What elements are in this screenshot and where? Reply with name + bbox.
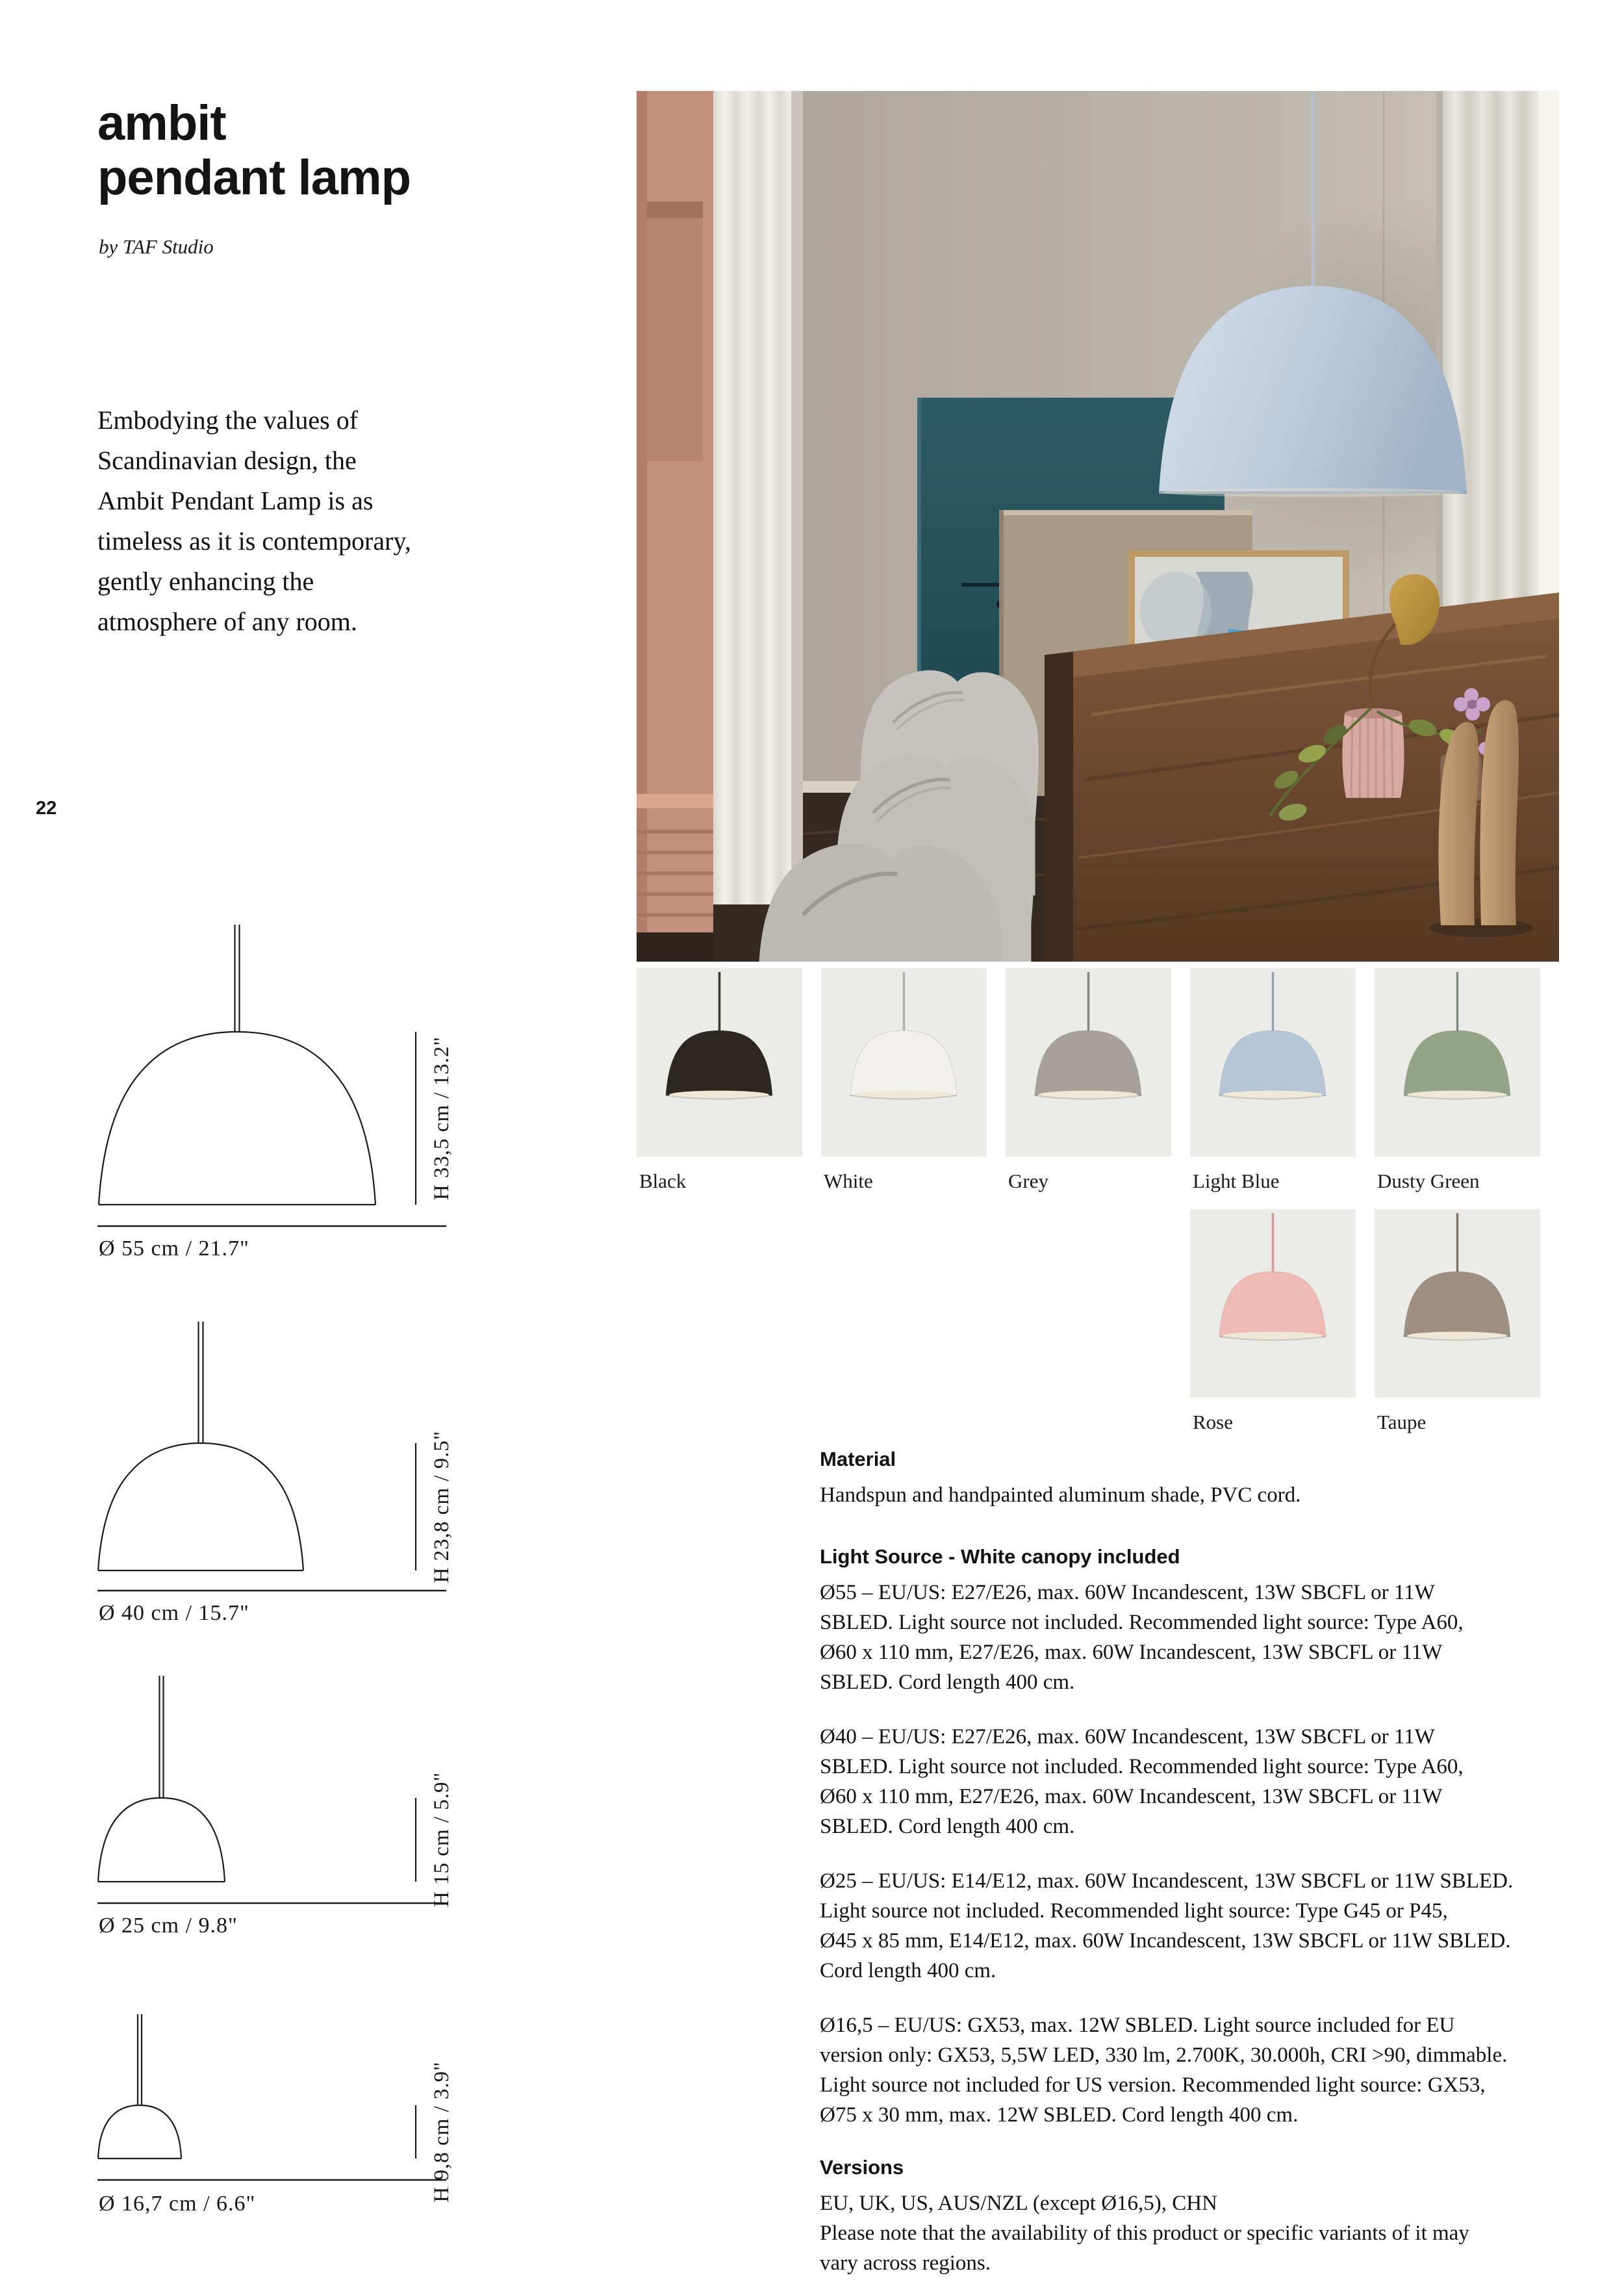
spec-text-line: Please note that the availability of this product or specific variants of it may — [820, 2222, 1469, 2245]
spec-text-line: Ø40 – EU/US: E27/E26, max. 60W Incandescent, 13W SBCFL or 11W — [820, 1725, 1435, 1749]
specs-column — [820, 1446, 1567, 2278]
height-label: H 15 cm / 5.9" — [430, 1771, 453, 1908]
swatch-label: Dusty Green — [1377, 1170, 1480, 1192]
hero-photo — [637, 91, 1559, 962]
spec-text-line: Ø16,5 – EU/US: GX53, max. 12W SBLED. Light source included for EU — [820, 2014, 1455, 2037]
intro-line: gently enhancing the — [97, 567, 314, 596]
dimension-drawing-16 — [97, 2008, 552, 2229]
spec-text-line: Ø60 x 110 mm, E27/E26, max. 60W Incandescent, 13W SBCFL or 11W — [820, 1785, 1443, 1808]
intro-line: Ambit Pendant Lamp is as — [97, 486, 374, 515]
light-source-paragraph-40 — [820, 1722, 1567, 1841]
thumb-shade — [850, 1031, 957, 1095]
intro-line: atmosphere of any room. — [97, 607, 357, 636]
thumb-shade — [1219, 1031, 1326, 1095]
height-label: H 23,8 cm / 9.5" — [430, 1430, 453, 1583]
swatch-label: Grey — [1008, 1170, 1048, 1192]
intro-line: timeless as it is contemporary, — [97, 526, 411, 556]
title-line-1: ambit — [97, 96, 226, 151]
pink-cabinet — [637, 91, 713, 962]
dimension-drawing-25 — [97, 1669, 552, 1942]
dimension-drawing-55 — [97, 913, 552, 1264]
spec-text-line: Light source not included for US version. Recommended light source: GX53, — [820, 2073, 1486, 2097]
swatch-label: Rose — [1193, 1411, 1233, 1433]
intro-line: Scandinavian design, the — [97, 446, 357, 475]
thumb-shade — [1404, 1272, 1510, 1337]
material-heading: Material — [820, 1448, 896, 1470]
spec-text-line: SBLED. Cord length 400 cm. — [820, 1815, 1075, 1838]
material-body: Handspun and handpainted aluminum shade, PVC cord. — [820, 1483, 1301, 1507]
thumb-shade — [1404, 1031, 1510, 1095]
pendant-thumbnail — [1375, 1209, 1540, 1398]
swatch-label: Light Blue — [1193, 1170, 1280, 1192]
spec-text-line: SBLED. Light source not included. Recommended light source: Type A60, — [820, 1611, 1464, 1634]
swatch-tile-light-blue — [1190, 968, 1356, 1157]
spec-text-line: version only: GX53, 5,5W LED, 330 lm, 2.700K, 30.000h, CRI >90, dimmable. — [820, 2043, 1508, 2067]
swatch-label: Black — [639, 1170, 687, 1192]
page-title — [97, 96, 411, 205]
spec-text-line: Ø75 x 30 mm, max. 12W SBLED. Cord length 400 cm. — [820, 2103, 1299, 2127]
dining-room-scene — [637, 91, 1559, 962]
swatch-tile-white — [821, 968, 987, 1157]
thumb-shade — [666, 1031, 772, 1095]
swatch-tile-rose — [1190, 1209, 1356, 1398]
swatch-tile-dusty-green — [1375, 968, 1540, 1157]
page-number: 22 — [36, 798, 57, 819]
swatch-tile-grey — [1006, 968, 1171, 1157]
versions-heading: Versions — [820, 2156, 904, 2179]
diameter-label: Ø 55 cm / 21.7" — [99, 1236, 249, 1261]
spec-text-line: EU, UK, US, AUS/NZL (except Ø16,5), CHN — [820, 2192, 1217, 2215]
light-source-paragraph-55 — [820, 1578, 1567, 1697]
pendant-thumbnail — [1006, 968, 1171, 1157]
light-source-paragraph-25 — [820, 1866, 1567, 1986]
dimension-drawing-40 — [97, 1315, 552, 1640]
intro-paragraph — [97, 400, 411, 642]
light-source-heading: Light Source - White canopy included — [820, 1545, 1180, 1568]
swatch-label: White — [824, 1170, 873, 1192]
pendant-thumbnail — [821, 968, 987, 1157]
light-source-paragraph-16 — [820, 2010, 1567, 2130]
thumb-shade — [1035, 1031, 1141, 1095]
pendant-thumbnail — [637, 968, 802, 1157]
byline: by TAF Studio — [99, 235, 214, 258]
spec-text-line: Ø45 x 85 mm, E14/E12, max. 60W Incandescent, 13W SBCFL or 11W SBLED. — [820, 1929, 1511, 1953]
diameter-label: Ø 16,7 cm / 6.6" — [99, 2192, 256, 2216]
height-label: H 33,5 cm / 13.2" — [430, 1036, 453, 1201]
diameter-label: Ø 25 cm / 9.8" — [99, 1914, 238, 1938]
pendant-thumbnail — [1190, 1209, 1356, 1398]
spec-text-line: vary across regions. — [820, 2251, 991, 2275]
spec-text-line: SBLED. Light source not included. Recommended light source: Type A60, — [820, 1755, 1464, 1778]
swatch-tile-black — [637, 968, 802, 1157]
curtain-left — [713, 91, 803, 904]
pendant-thumbnail — [1190, 968, 1356, 1157]
title-line-2: pendant lamp — [97, 150, 411, 205]
spec-text-line: Ø25 – EU/US: E14/E12, max. 60W Incandescent, 13W SBCFL or 11W SBLED. — [820, 1869, 1514, 1893]
height-label: H 9,8 cm / 3.9" — [430, 2061, 453, 2203]
spec-text-line: Light source not included. Recommended light source: Type G45 or P45, — [820, 1899, 1448, 1923]
diameter-label: Ø 40 cm / 15.7" — [99, 1601, 249, 1625]
thumb-shade — [1219, 1272, 1326, 1337]
swatch-tile-taupe — [1375, 1209, 1540, 1398]
spec-text-line: Ø55 – EU/US: E27/E26, max. 60W Incandescent, 13W SBCFL or 11W — [820, 1581, 1435, 1604]
versions-body — [820, 2188, 1567, 2278]
spec-text-line: SBLED. Cord length 400 cm. — [820, 1671, 1075, 1694]
pendant-thumbnail — [1375, 968, 1540, 1157]
spec-text-line: Cord length 400 cm. — [820, 1959, 996, 1982]
spec-text-line: Ø60 x 110 mm, E27/E26, max. 60W Incandescent, 13W SBCFL or 11W — [820, 1641, 1443, 1664]
intro-line: Embodying the values of — [97, 405, 359, 435]
swatch-label: Taupe — [1377, 1411, 1427, 1433]
